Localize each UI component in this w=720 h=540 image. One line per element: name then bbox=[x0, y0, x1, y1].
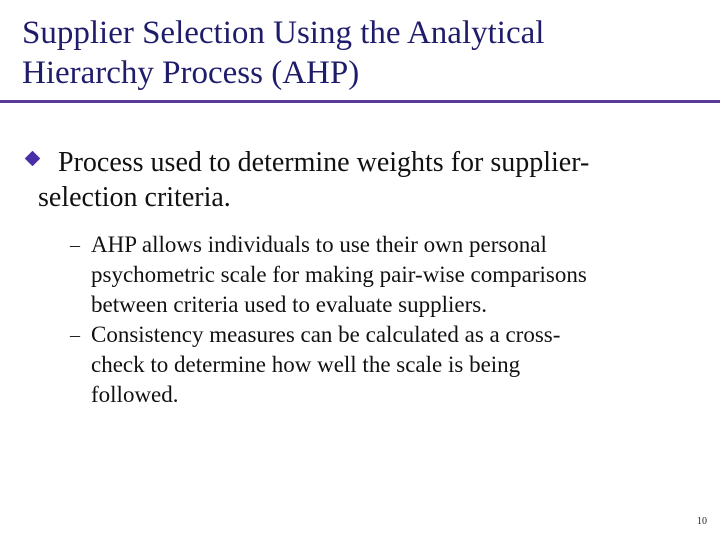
slide-title bbox=[22, 13, 702, 93]
sub-bullet-2 bbox=[70, 320, 710, 410]
sub-bullet-1 bbox=[70, 230, 710, 320]
title-divider bbox=[0, 100, 720, 103]
main-bullet-line-1: Process used to determine weights for supplier- bbox=[58, 147, 590, 178]
title-line-1: Supplier Selection Using the Analytical bbox=[22, 15, 545, 51]
sub-bullet-list bbox=[70, 230, 710, 410]
page-number: 10 bbox=[697, 516, 707, 527]
dash-bullet-icon: – bbox=[70, 234, 80, 256]
sub-bullet-2-line-3: followed. bbox=[91, 382, 179, 407]
sub-bullet-1-line-3: between criteria used to evaluate suppliers. bbox=[91, 292, 487, 317]
sub-bullet-2-line-1: Consistency measures can be calculated as a cross- bbox=[91, 322, 561, 347]
sub-bullet-1-line-1: AHP allows individuals to use their own personal bbox=[91, 232, 547, 257]
title-line-2: Hierarchy Process (AHP) bbox=[22, 55, 360, 91]
sub-bullet-1-line-2: psychometric scale for making pair-wise comparisons bbox=[91, 262, 587, 287]
sub-bullet-2-line-2: check to determine how well the scale is being bbox=[91, 352, 521, 377]
main-bullet bbox=[22, 145, 702, 215]
dash-bullet-icon: – bbox=[70, 324, 80, 346]
main-bullet-line-2: selection criteria. bbox=[38, 182, 231, 213]
main-bullet-text bbox=[22, 145, 702, 215]
